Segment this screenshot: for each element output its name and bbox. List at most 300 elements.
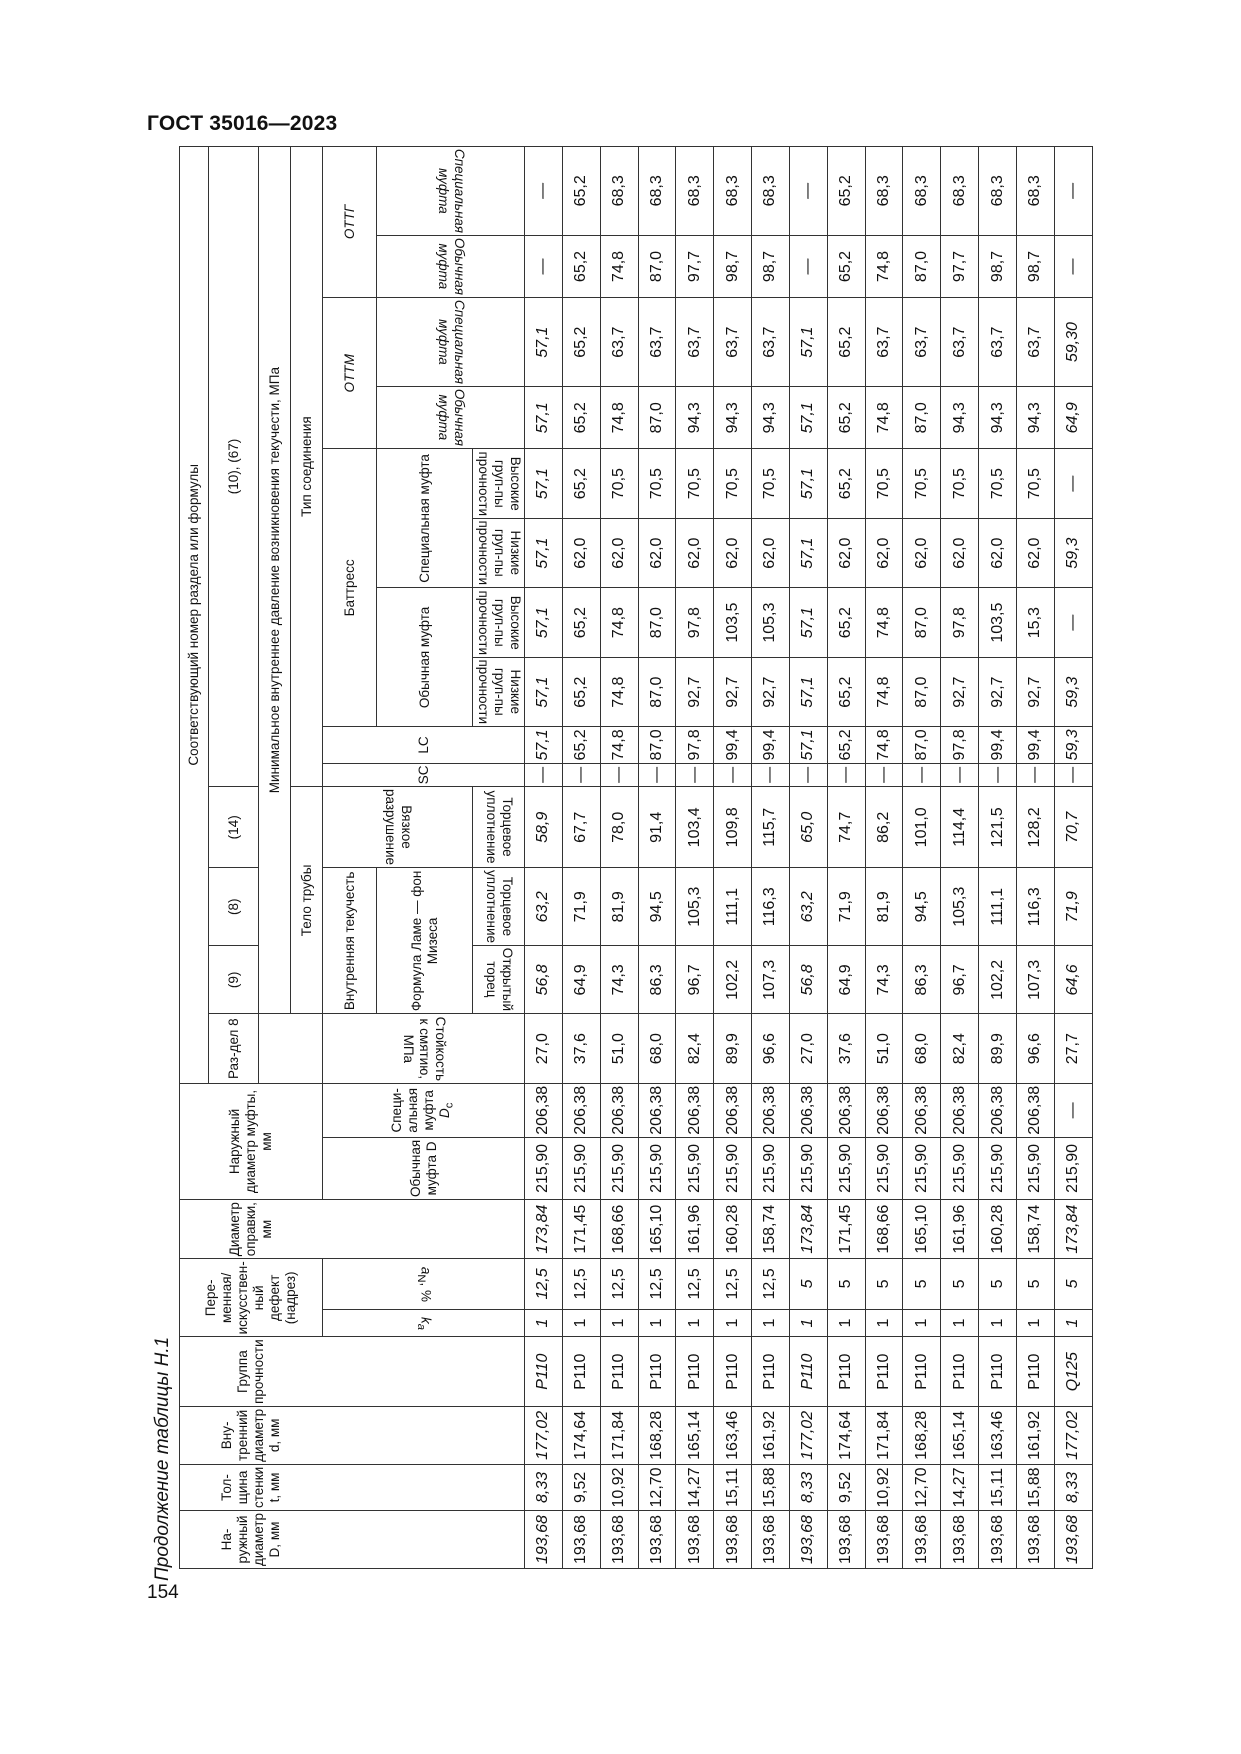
header-buttress-reg-high: Высокие груп-пы прочности [473,588,525,658]
cell-b-sp-low: 62,0 [941,518,979,588]
cell-lc: 87,0 [903,727,941,763]
cell-lc: 97,8 [941,727,979,763]
cell-ottm-sp: 65,2 [562,298,600,387]
cell-d: 171,84 [865,1406,903,1464]
cell-ka: 1 [676,1309,714,1337]
cell-Dc: 206,38 [600,1083,638,1137]
cell-d: 174,64 [562,1406,600,1464]
cell-open: 86,3 [638,946,676,1014]
cell-D: 193,68 [827,1511,865,1569]
cell-open: 96,7 [941,946,979,1014]
cell-ottg-reg: 98,7 [714,235,752,297]
cell-grp: P110 [676,1337,714,1407]
cell-collapse: 89,9 [714,1014,752,1083]
cell-ottg-sp: 68,3 [676,146,714,235]
cell-ottg-sp: 68,3 [979,146,1017,235]
cell-b-sp-low: 62,0 [827,518,865,588]
cell-sc: — [525,763,563,787]
cell-b-sp-high: 70,5 [979,449,1017,519]
header-sc: SC [323,763,525,787]
cell-ottm-reg: 94,3 [714,387,752,449]
cell-Dcpl: 215,90 [562,1137,600,1199]
cell-ottg-reg: 98,7 [752,235,790,297]
cell-mandrel: 160,28 [714,1200,752,1259]
cell-ductile: 78,0 [600,787,638,868]
document-title: ГОСТ 35016—2023 [147,112,338,135]
cell-d: 174,64 [827,1406,865,1464]
cell-ottm-sp: 59,30 [1054,298,1092,387]
cell-mandrel: 168,66 [600,1200,638,1259]
cell-b-reg-low: 92,7 [941,657,979,727]
cell-an: 5 [941,1259,979,1309]
cell-b-reg-low: 92,7 [752,657,790,727]
cell-b-sp-high: 70,5 [600,449,638,519]
cell-b-reg-low: 57,1 [525,657,563,727]
cell-collapse: 51,0 [865,1014,903,1083]
cell-ottg-sp: 68,3 [941,146,979,235]
page-number: 154 [147,1582,179,1603]
header-outer-diameter-cont [323,1511,525,1569]
cell-b-reg-high: 87,0 [903,588,941,658]
cell-lame: 81,9 [600,868,638,946]
cell-b-reg-high: 74,8 [600,588,638,658]
cell-b-sp-low: 62,0 [600,518,638,588]
cell-d: 165,14 [941,1406,979,1464]
cell-mandrel: 168,66 [865,1200,903,1259]
cell-ka: 1 [1016,1309,1054,1337]
cell-d: 163,46 [714,1406,752,1464]
cell-b-sp-low: 57,1 [789,518,827,588]
header-inner-diameter-cont [323,1406,525,1464]
cell-d: 177,02 [1054,1406,1092,1464]
cell-open: 56,8 [789,946,827,1014]
header-ottg-special: Специальная муфта [377,146,525,235]
cell-collapse: 27,0 [525,1014,563,1083]
cell-ottm-sp: 63,7 [638,298,676,387]
cell-ottg-sp: 68,3 [638,146,676,235]
cell-lame: 111,1 [714,868,752,946]
header-wall-thickness: Тол-щина стенки t, мм [180,1464,323,1510]
cell-an: 12,5 [676,1259,714,1309]
cell-Dc: 206,38 [638,1083,676,1137]
cell-ka: 1 [903,1309,941,1337]
cell-grp: P110 [941,1337,979,1407]
cell-open: 74,3 [600,946,638,1014]
cell-lc: 99,4 [1016,727,1054,763]
cell-ottg-reg: — [1054,235,1092,297]
cell-ka: 1 [638,1309,676,1337]
header-open-end: Открытый торец [473,946,525,1014]
header-collapse-blank [259,1014,323,1083]
cell-t: 10,92 [600,1464,638,1510]
cell-ottg-sp: 65,2 [827,146,865,235]
cell-b-reg-high: 97,8 [941,588,979,658]
cell-Dc: 206,38 [752,1083,790,1137]
cell-b-sp-low: 62,0 [714,518,752,588]
cell-an: 12,5 [752,1259,790,1309]
header-collapse: Стойкость к смятию, МПа [323,1014,525,1083]
header-buttress-regular: Обычная муфта [377,588,473,727]
cell-t: 8,33 [525,1464,563,1510]
header-formula-10-67: (10), (67) [209,146,259,787]
cell-mandrel: 171,45 [562,1200,600,1259]
header-formula-8: (8) [209,868,259,946]
cell-ottm-reg: 87,0 [903,387,941,449]
cell-Dc: 206,38 [562,1083,600,1137]
header-connection-type: Тип соединения [291,146,323,787]
cell-D: 193,68 [752,1511,790,1569]
cell-Dcpl: 215,90 [676,1137,714,1199]
cell-Dcpl: 215,90 [789,1137,827,1199]
header-formula-9: (9) [209,946,259,1014]
cell-grp: P110 [600,1337,638,1407]
cell-ottm-reg: 94,3 [676,387,714,449]
cell-ottg-sp: 68,3 [1016,146,1054,235]
table-row [1054,146,1092,1568]
cell-Dc: 206,38 [525,1083,563,1137]
cell-ductile: 121,5 [979,787,1017,868]
cell-b-sp-low: 62,0 [676,518,714,588]
cell-an: 5 [865,1259,903,1309]
header-ottg: ОТТГ [323,146,377,297]
cell-ottm-sp: 63,7 [600,298,638,387]
cell-t: 12,70 [638,1464,676,1510]
cell-b-sp-high: 70,5 [903,449,941,519]
table-row [789,146,827,1568]
cell-ductile: 103,4 [676,787,714,868]
cell-collapse: 27,0 [789,1014,827,1083]
cell-collapse: 68,0 [903,1014,941,1083]
cell-b-sp-high: 65,2 [562,449,600,519]
cell-lame: 71,9 [827,868,865,946]
cell-lc: 65,2 [827,727,865,763]
cell-mandrel: 160,28 [979,1200,1017,1259]
cell-sc: — [865,763,903,787]
cell-lame: 63,2 [789,868,827,946]
cell-an: 5 [1016,1259,1054,1309]
cell-ottm-sp: 57,1 [789,298,827,387]
cell-b-reg-high: 15,3 [1016,588,1054,658]
cell-collapse: 68,0 [638,1014,676,1083]
cell-open: 64,6 [1054,946,1092,1014]
cell-mandrel: 171,45 [827,1200,865,1259]
cell-b-sp-high: 57,1 [525,449,563,519]
cell-d: 161,92 [1016,1406,1054,1464]
cell-b-reg-low: 59,3 [1054,657,1092,727]
cell-grp: P110 [789,1337,827,1407]
cell-lc: 99,4 [979,727,1017,763]
cell-lc: 65,2 [562,727,600,763]
table-row [827,146,865,1568]
cell-sc: — [827,763,865,787]
header-outer-diameter: На-ружный диаметр D, мм [180,1511,323,1569]
cell-b-reg-low: 92,7 [979,657,1017,727]
cell-grp: P110 [865,1337,903,1407]
cell-ottm-reg: 57,1 [789,387,827,449]
cell-open: 56,8 [525,946,563,1014]
cell-ottm-sp: 63,7 [1016,298,1054,387]
header-coupling-special: Специ-альная муфта $D_c$ [323,1083,525,1137]
cell-Dc: 206,38 [903,1083,941,1137]
cell-ka: 1 [979,1309,1017,1337]
cell-t: 9,52 [827,1464,865,1510]
header-capped-end-2: Торцевое уплотнение [473,787,525,868]
header-defect: Пере-менная/ искусствен-ный дефект (надрез) [180,1259,323,1337]
cell-sc: — [1054,763,1092,787]
cell-an: 5 [827,1259,865,1309]
cell-b-sp-low: 57,1 [525,518,563,588]
cell-ottm-reg: 57,1 [525,387,563,449]
cell-ductile: 70,7 [1054,787,1092,868]
header-ottm: ОТТМ [323,298,377,449]
cell-d: 168,28 [638,1406,676,1464]
cell-ottg-sp: 68,3 [903,146,941,235]
table-row [865,146,903,1568]
cell-ductile: 91,4 [638,787,676,868]
cell-ottg-reg: 65,2 [827,235,865,297]
cell-lc: 57,1 [789,727,827,763]
header-strength-group: Группа прочности [180,1337,323,1407]
cell-b-sp-low: 62,0 [638,518,676,588]
cell-t: 14,27 [676,1464,714,1510]
cell-collapse: 51,0 [600,1014,638,1083]
cell-grp: P110 [638,1337,676,1407]
cell-ottm-sp: 63,7 [714,298,752,387]
cell-Dcpl: 215,90 [903,1137,941,1199]
cell-ottg-reg: 98,7 [979,235,1017,297]
cell-sc: — [789,763,827,787]
header-min-internal-pressure: Минимальное внутреннее давление возникновения текучести, МПа [259,146,291,1014]
cell-Dcpl: 215,90 [638,1137,676,1199]
table-row [714,146,752,1568]
header-inner-diameter: Вну-тренний диаметр d, мм [180,1406,323,1464]
header-buttress-reg-low: Низкие груп-пы прочности [473,657,525,727]
cell-lame: 63,2 [525,868,563,946]
cell-collapse: 96,6 [752,1014,790,1083]
cell-lame: 71,9 [562,868,600,946]
table-row [903,146,941,1568]
cell-D: 193,68 [903,1511,941,1569]
cell-ottg-sp: 68,3 [865,146,903,235]
cell-grp: P110 [1016,1337,1054,1407]
cell-b-sp-low: 62,0 [903,518,941,588]
cell-collapse: 96,6 [1016,1014,1054,1083]
cell-ottm-reg: 94,3 [941,387,979,449]
header-ductile-rupture: Вязкое разрушение [323,787,473,868]
cell-open: 102,2 [979,946,1017,1014]
cell-ka: 1 [827,1309,865,1337]
cell-b-sp-high: 70,5 [638,449,676,519]
cell-Dcpl: 215,90 [752,1137,790,1199]
table-row [600,146,638,1568]
cell-Dc: 206,38 [865,1083,903,1137]
cell-b-reg-low: 57,1 [789,657,827,727]
header-coupling-od: Наружный диаметр муфты, мм [180,1083,323,1199]
cell-b-sp-low: 62,0 [1016,518,1054,588]
header-ottm-regular: Обычная муфта [377,387,525,449]
cell-an: 5 [979,1259,1017,1309]
cell-D: 193,68 [600,1511,638,1569]
cell-b-reg-low: 92,7 [714,657,752,727]
cell-ottm-sp: 63,7 [752,298,790,387]
cell-b-sp-high: — [1054,449,1092,519]
cell-b-reg-low: 92,7 [676,657,714,727]
cell-D: 193,68 [1016,1511,1054,1569]
cell-grp: Q125 [1054,1337,1092,1407]
cell-t: 12,70 [903,1464,941,1510]
cell-t: 10,92 [865,1464,903,1510]
cell-Dcpl: 215,90 [979,1137,1017,1199]
header-formula-14: (14) [209,787,259,868]
cell-ottm-reg: 65,2 [827,387,865,449]
cell-ductile: 58,9 [525,787,563,868]
cell-Dc: 206,38 [1016,1083,1054,1137]
cell-ka: 1 [789,1309,827,1337]
cell-lc: 59,3 [1054,727,1092,763]
cell-ottg-sp: — [525,146,563,235]
cell-ductile: 74,7 [827,787,865,868]
table-caption: Продолжение таблицы Н.1 [152,1336,173,1581]
cell-b-reg-high: 57,1 [789,588,827,658]
cell-ottm-reg: 64,9 [1054,387,1092,449]
cell-ottg-sp: — [789,146,827,235]
cell-lame: 94,5 [638,868,676,946]
cell-ottg-reg: — [789,235,827,297]
cell-ottg-reg: 87,0 [903,235,941,297]
cell-t: 8,33 [1054,1464,1092,1510]
cell-ottm-reg: 87,0 [638,387,676,449]
header-buttress-sp-low: Низкие груп-пы прочности [473,518,525,588]
cell-Dcpl: 215,90 [827,1137,865,1199]
cell-b-sp-high: 70,5 [1016,449,1054,519]
cell-D: 193,68 [789,1511,827,1569]
cell-ottm-sp: 63,7 [676,298,714,387]
cell-open: 107,3 [752,946,790,1014]
cell-ottm-sp: 63,7 [941,298,979,387]
cell-sc: — [714,763,752,787]
cell-b-reg-low: 74,8 [600,657,638,727]
cell-open: 102,2 [714,946,752,1014]
table-body [525,146,1093,1568]
cell-b-reg-high: 65,2 [827,588,865,658]
cell-lc: 87,0 [638,727,676,763]
cell-D: 193,68 [865,1511,903,1569]
header-capped-end-1: Торцевое уплотнение [473,868,525,946]
cell-D: 193,68 [1054,1511,1092,1569]
cell-grp: P110 [525,1337,563,1407]
cell-b-reg-high: 105,3 [752,588,790,658]
cell-lc: 74,8 [865,727,903,763]
cell-lame: 105,3 [676,868,714,946]
cell-ottm-sp: 57,1 [525,298,563,387]
cell-ductile: 114,4 [941,787,979,868]
cell-ottm-reg: 74,8 [600,387,638,449]
cell-t: 15,11 [979,1464,1017,1510]
cell-ottg-sp: 68,3 [714,146,752,235]
cell-mandrel: 173,84 [525,1200,563,1259]
cell-ductile: 65,0 [789,787,827,868]
cell-ottg-sp: 65,2 [562,146,600,235]
cell-an: 12,5 [638,1259,676,1309]
cell-t: 15,88 [752,1464,790,1510]
rotated-page-content [152,148,1177,1581]
cell-ottm-reg: 94,3 [752,387,790,449]
cell-grp: P110 [827,1337,865,1407]
cell-grp: P110 [903,1337,941,1407]
cell-ka: 1 [714,1309,752,1337]
table-row [676,146,714,1568]
cell-ductile: 115,7 [752,787,790,868]
cell-b-sp-high: 70,5 [676,449,714,519]
table-row [638,146,676,1568]
cell-ottm-reg: 65,2 [562,387,600,449]
cell-D: 193,68 [979,1511,1017,1569]
cell-collapse: 89,9 [979,1014,1017,1083]
table-row [941,146,979,1568]
cell-an: 5 [903,1259,941,1309]
cell-ottg-sp: 68,3 [752,146,790,235]
cell-sc: — [903,763,941,787]
cell-ottg-reg: 87,0 [638,235,676,297]
cell-mandrel: 165,10 [903,1200,941,1259]
cell-Dcpl: 215,90 [865,1137,903,1199]
header-an: $a_N$, % [323,1259,525,1309]
header-lame-von-mises: Формула Ламе — фон Мизеса [377,868,473,1014]
cell-collapse: 82,4 [676,1014,714,1083]
cell-Dcpl: 215,90 [1016,1137,1054,1199]
cell-collapse: 37,6 [827,1014,865,1083]
cell-ottg-reg: 97,7 [941,235,979,297]
cell-D: 193,68 [638,1511,676,1569]
cell-lame: 71,9 [1054,868,1092,946]
cell-ka: 1 [525,1309,563,1337]
data-table [179,146,1093,1569]
cell-b-reg-high: 74,8 [865,588,903,658]
cell-lc: 74,8 [600,727,638,763]
cell-Dc: 206,38 [789,1083,827,1137]
cell-open: 107,3 [1016,946,1054,1014]
table-row [525,146,563,1568]
cell-ductile: 109,8 [714,787,752,868]
cell-b-sp-low: 62,0 [562,518,600,588]
cell-b-sp-high: 70,5 [941,449,979,519]
cell-b-sp-low: 62,0 [979,518,1017,588]
cell-ottm-sp: 63,7 [903,298,941,387]
cell-lame: 111,1 [979,868,1017,946]
cell-d: 177,02 [789,1406,827,1464]
cell-open: 96,7 [676,946,714,1014]
cell-D: 193,68 [941,1511,979,1569]
cell-D: 193,68 [676,1511,714,1569]
cell-an: 5 [1054,1259,1092,1309]
cell-mandrel: 173,84 [789,1200,827,1259]
table-row [562,146,600,1568]
cell-an: 12,5 [525,1259,563,1309]
header-buttress-sp-high: Высокие груп-пы прочности [473,449,525,519]
header-pipe-body: Тело трубы [291,787,323,1014]
cell-b-reg-low: 92,7 [1016,657,1054,727]
cell-b-reg-high: 57,1 [525,588,563,658]
cell-grp: P110 [714,1337,752,1407]
table-row [752,146,790,1568]
cell-sc: — [1016,763,1054,787]
cell-ottg-sp: 68,3 [600,146,638,235]
cell-an: 12,5 [600,1259,638,1309]
cell-ductile: 128,2 [1016,787,1054,868]
cell-Dcpl: 215,90 [1054,1137,1092,1199]
cell-sc: — [600,763,638,787]
cell-d: 177,02 [525,1406,563,1464]
